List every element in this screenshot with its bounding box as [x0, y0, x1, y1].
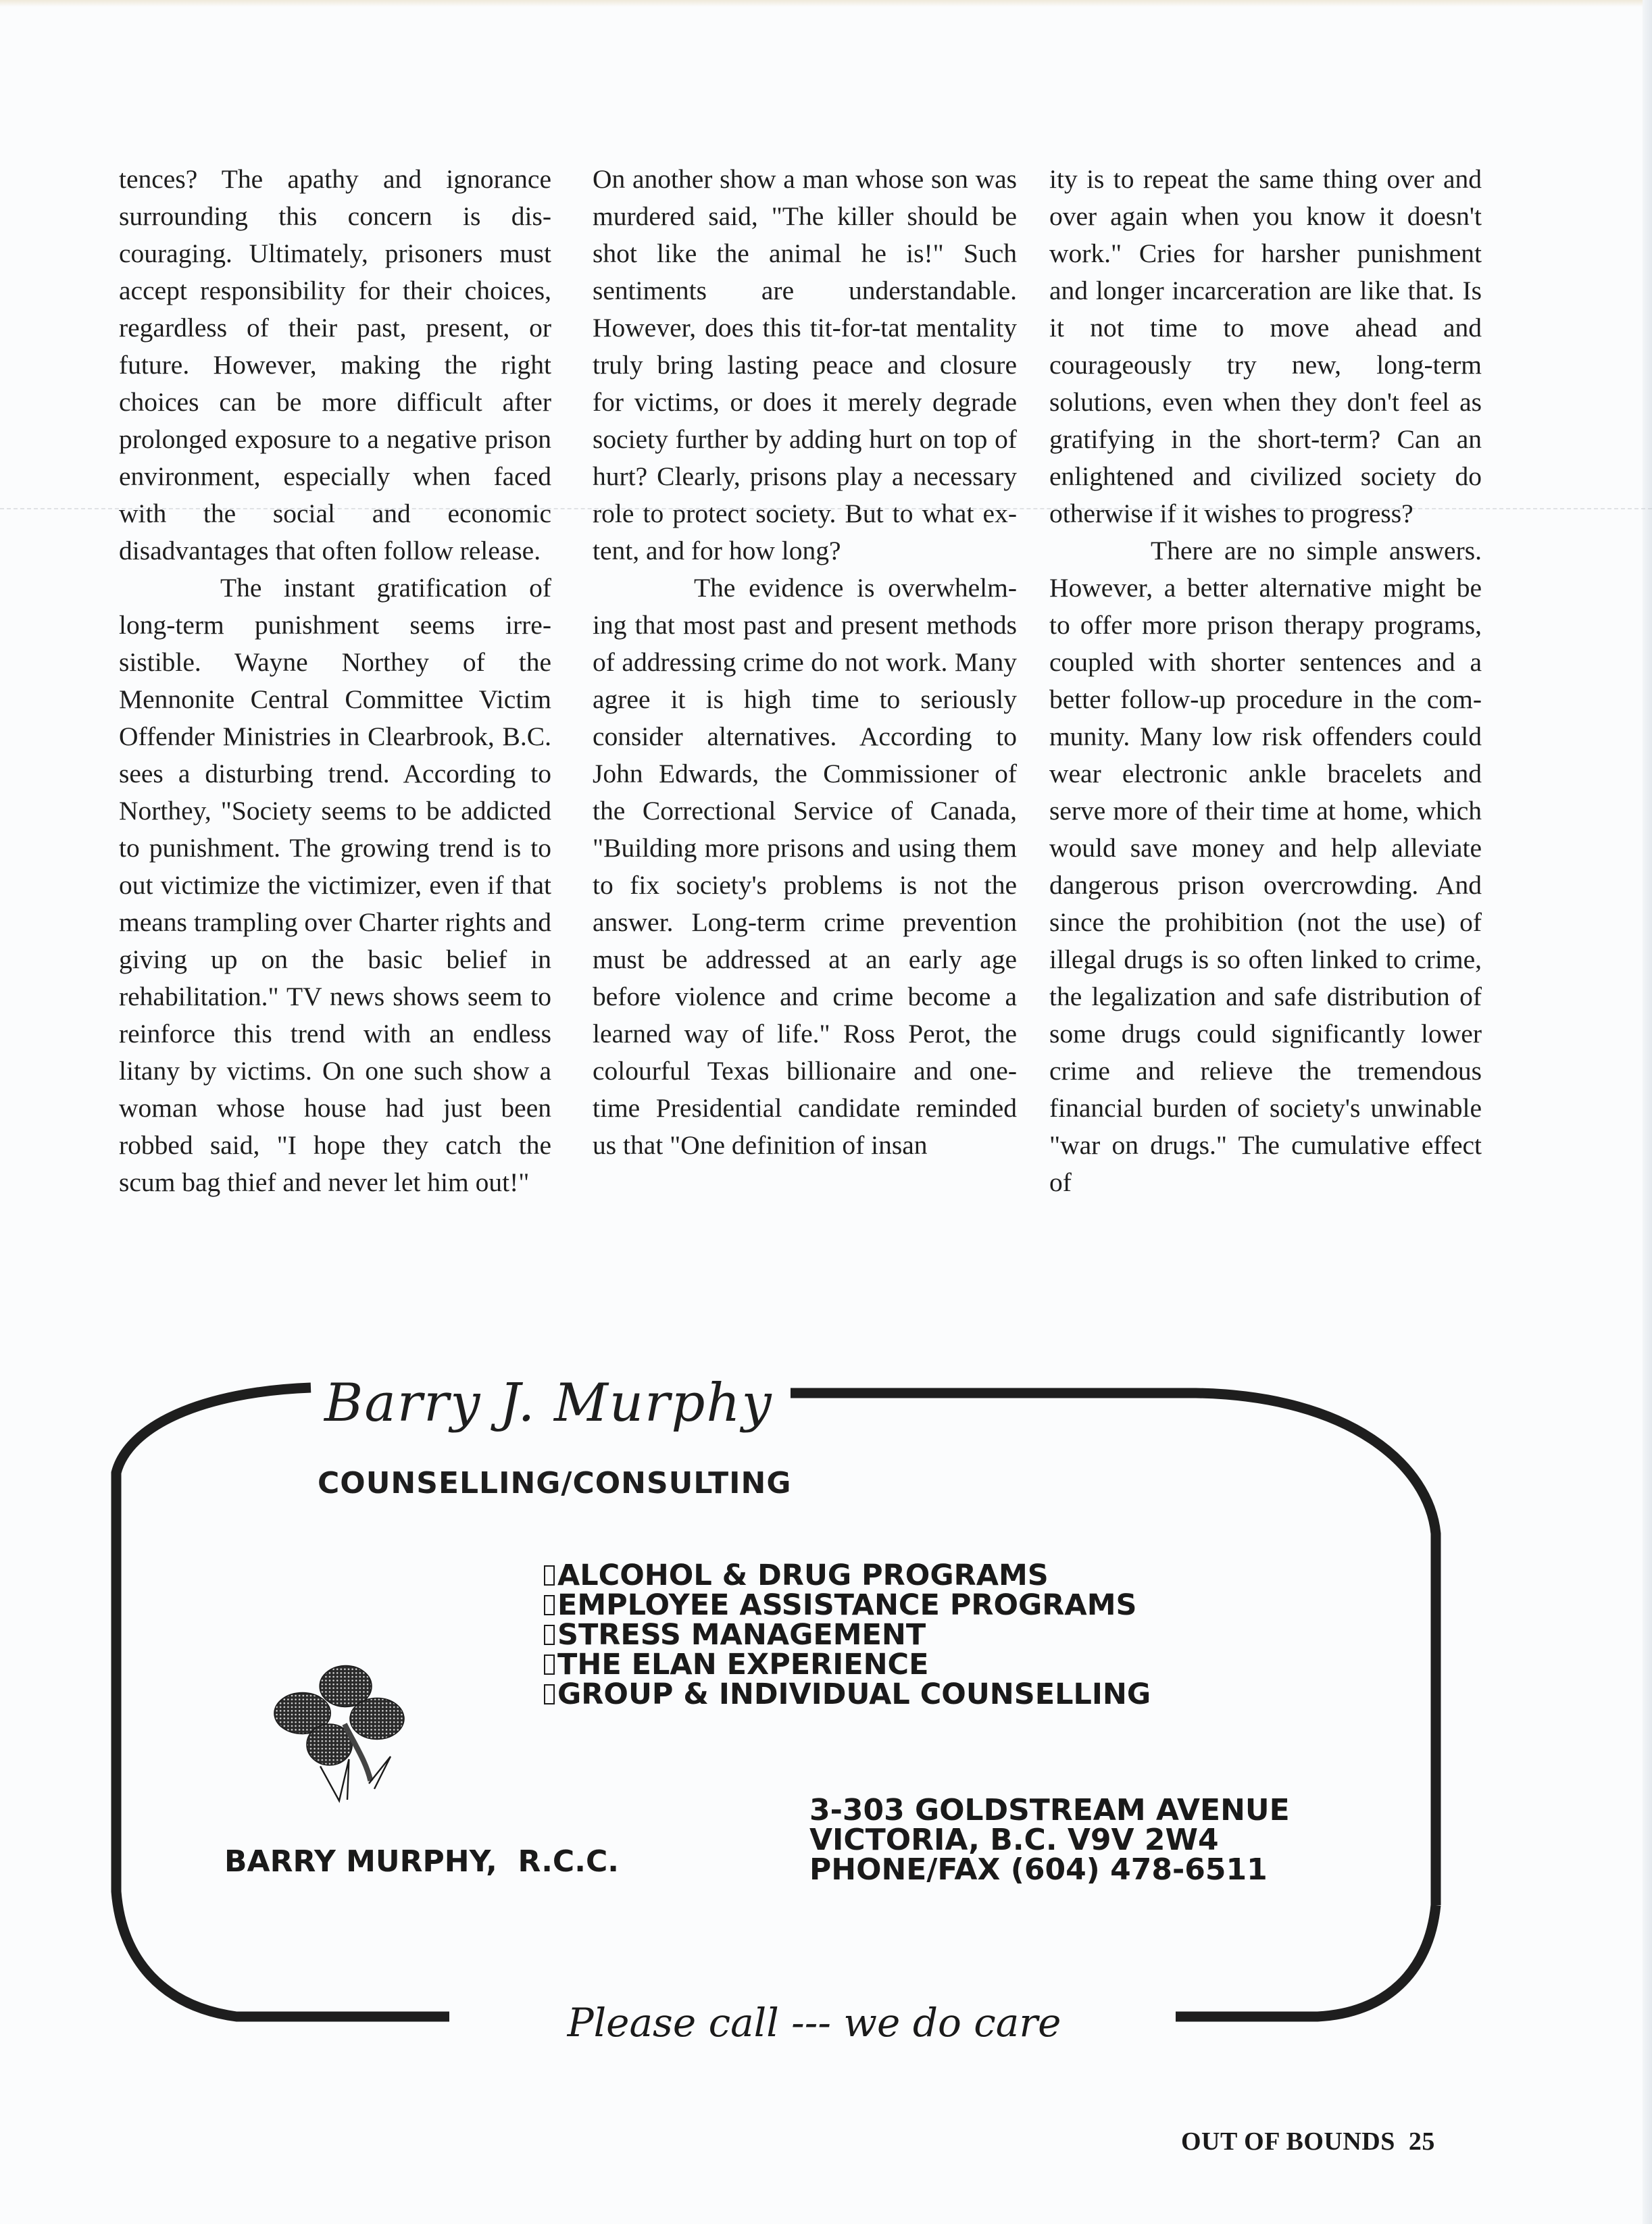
ad-phone-fax: PHONE/FAX (604) 478-6511 [809, 1852, 1268, 1887]
ad-border-bottom-right [1176, 1905, 1436, 2017]
ad-tagline: Please call --- we do care [567, 2000, 1061, 2046]
checkbox-icon [544, 1625, 555, 1645]
article-column-3 [1049, 161, 1482, 1201]
checkbox-icon [544, 1684, 555, 1704]
page-number: 25 [1408, 2127, 1435, 2156]
ad-city-postal: VICTORIA, B.C. V9V 2W4 [809, 1823, 1219, 1857]
four-leaf-clover-icon [264, 1648, 426, 1811]
service-item: STRESS MANAGEMENT [544, 1620, 1151, 1650]
paragraph: ity is to repeat the same thing over and over again when you know it doesn't work." Cries for harsher punishment and longer incarceration are like that. Is it not time to move ahead and courageously try new, long-term solutions, even when they don't feel as gratifying in the short-term? Can an enlightened and civilized society do otherwise if it wishes to progress? [1049, 164, 1482, 528]
paragraph: tences? The apathy and ignorance surrounding this concern is discouraging. Ultimately, prisoners must accept responsibility for their choices, regardless of their past, present, or future. However, making the right choices can be more difficult after prolonged exposure to a negative prison environment, especially when faced with the social and economic disadvantages that often follow release. [119, 164, 551, 565]
paragraph: The evidence is overwhelming that most past and present methods of addressing crime do not work. Many agree it is high time to seriously consider alternatives. According to John Edwards, the Commissioner of the Correctional Service of Canada, "Building more prisons and using them to fix society's problems is not the answer. Long-term crime prevention must be addressed at an early age before violence and crime become a learned way of life." Ross Perot, the colourful Texas billionaire and one-time Presidential candidate reminded us that "One definition of insan [593, 573, 1017, 1160]
ad-counsellor-name: BARRY MURPHY, R.C.C. [224, 1844, 619, 1879]
ad-services-list [544, 1561, 1151, 1709]
counselling-advertisement [101, 1365, 1507, 2047]
service-item: GROUP & INDIVIDUAL COUNSELLING [544, 1679, 1151, 1709]
checkbox-icon [544, 1595, 555, 1615]
service-item: THE ELAN EXPERIENCE [544, 1650, 1151, 1679]
ad-contact-block [809, 1793, 1290, 1887]
article-column-2 [593, 161, 1017, 1164]
service-item: EMPLOYEE ASSISTANCE PROGRAMS [544, 1590, 1151, 1620]
publication-name: OUT OF BOUNDS [1181, 2127, 1395, 2156]
ad-business-name: Barry J. Murphy [324, 1373, 773, 1434]
scan-right-edge [1643, 0, 1652, 2224]
paragraph: On another show a man whose son was murdered said, "The killer should be shot like the animal he is!" Such sentiments are understandable. However, does this tit-for-tat mentality truly bring lasting peace and closure for victims, or does it merely degrade society further by adding hurt on top of hurt? Clearly, prisons play a necessary role to protect society. But to what extent, and for how long? [593, 164, 1017, 565]
checkbox-icon [544, 1565, 555, 1586]
ad-street-address: 3-303 GOLDSTREAM AVENUE [809, 1793, 1290, 1827]
scan-top-edge [0, 0, 1652, 7]
article-column-1 [119, 161, 551, 1201]
page-footer [1181, 2127, 1435, 2156]
ad-subtitle: COUNSELLING/CONSULTING [318, 1466, 792, 1500]
checkbox-icon [544, 1654, 555, 1675]
paragraph: There are no simple answers. However, a better alternative might be to offer more prison therapy programs, coupled with shorter sentences and a better follow-up procedure in the community. Many low risk offenders could wear electronic ankle bracelets and serve more of their time at home, which would save money and help alleviate dangerous prison overcrowding. And since the prohibition (not the use) of illegal drugs is so often linked to crime, the legalization and safe distribution of some drugs could significantly lower crime and relieve the tremendous financial burden of society's unwinable "war on drugs." The cumulative effect of [1049, 536, 1482, 1197]
paragraph: The instant gratification of long-term punishment seems irresistible. Wayne Northey of the Mennonite Central Committee Victim Offender Ministries in Clearbrook, B.C. sees a disturbing trend. According to Northey, "Society seems to be addicted to punishment. The growing trend is to out victimize the victimizer, even if that means trampling over Charter rights and giving up on the basic belief in rehabilitation." TV news shows seem to reinforce this trend with an endless litany by victims. On one such show a woman whose house had just been robbed said, "I hope they catch the scum bag thief and never let him out!" [119, 573, 551, 1197]
service-item: ALCOHOL & DRUG PROGRAMS [544, 1561, 1151, 1590]
